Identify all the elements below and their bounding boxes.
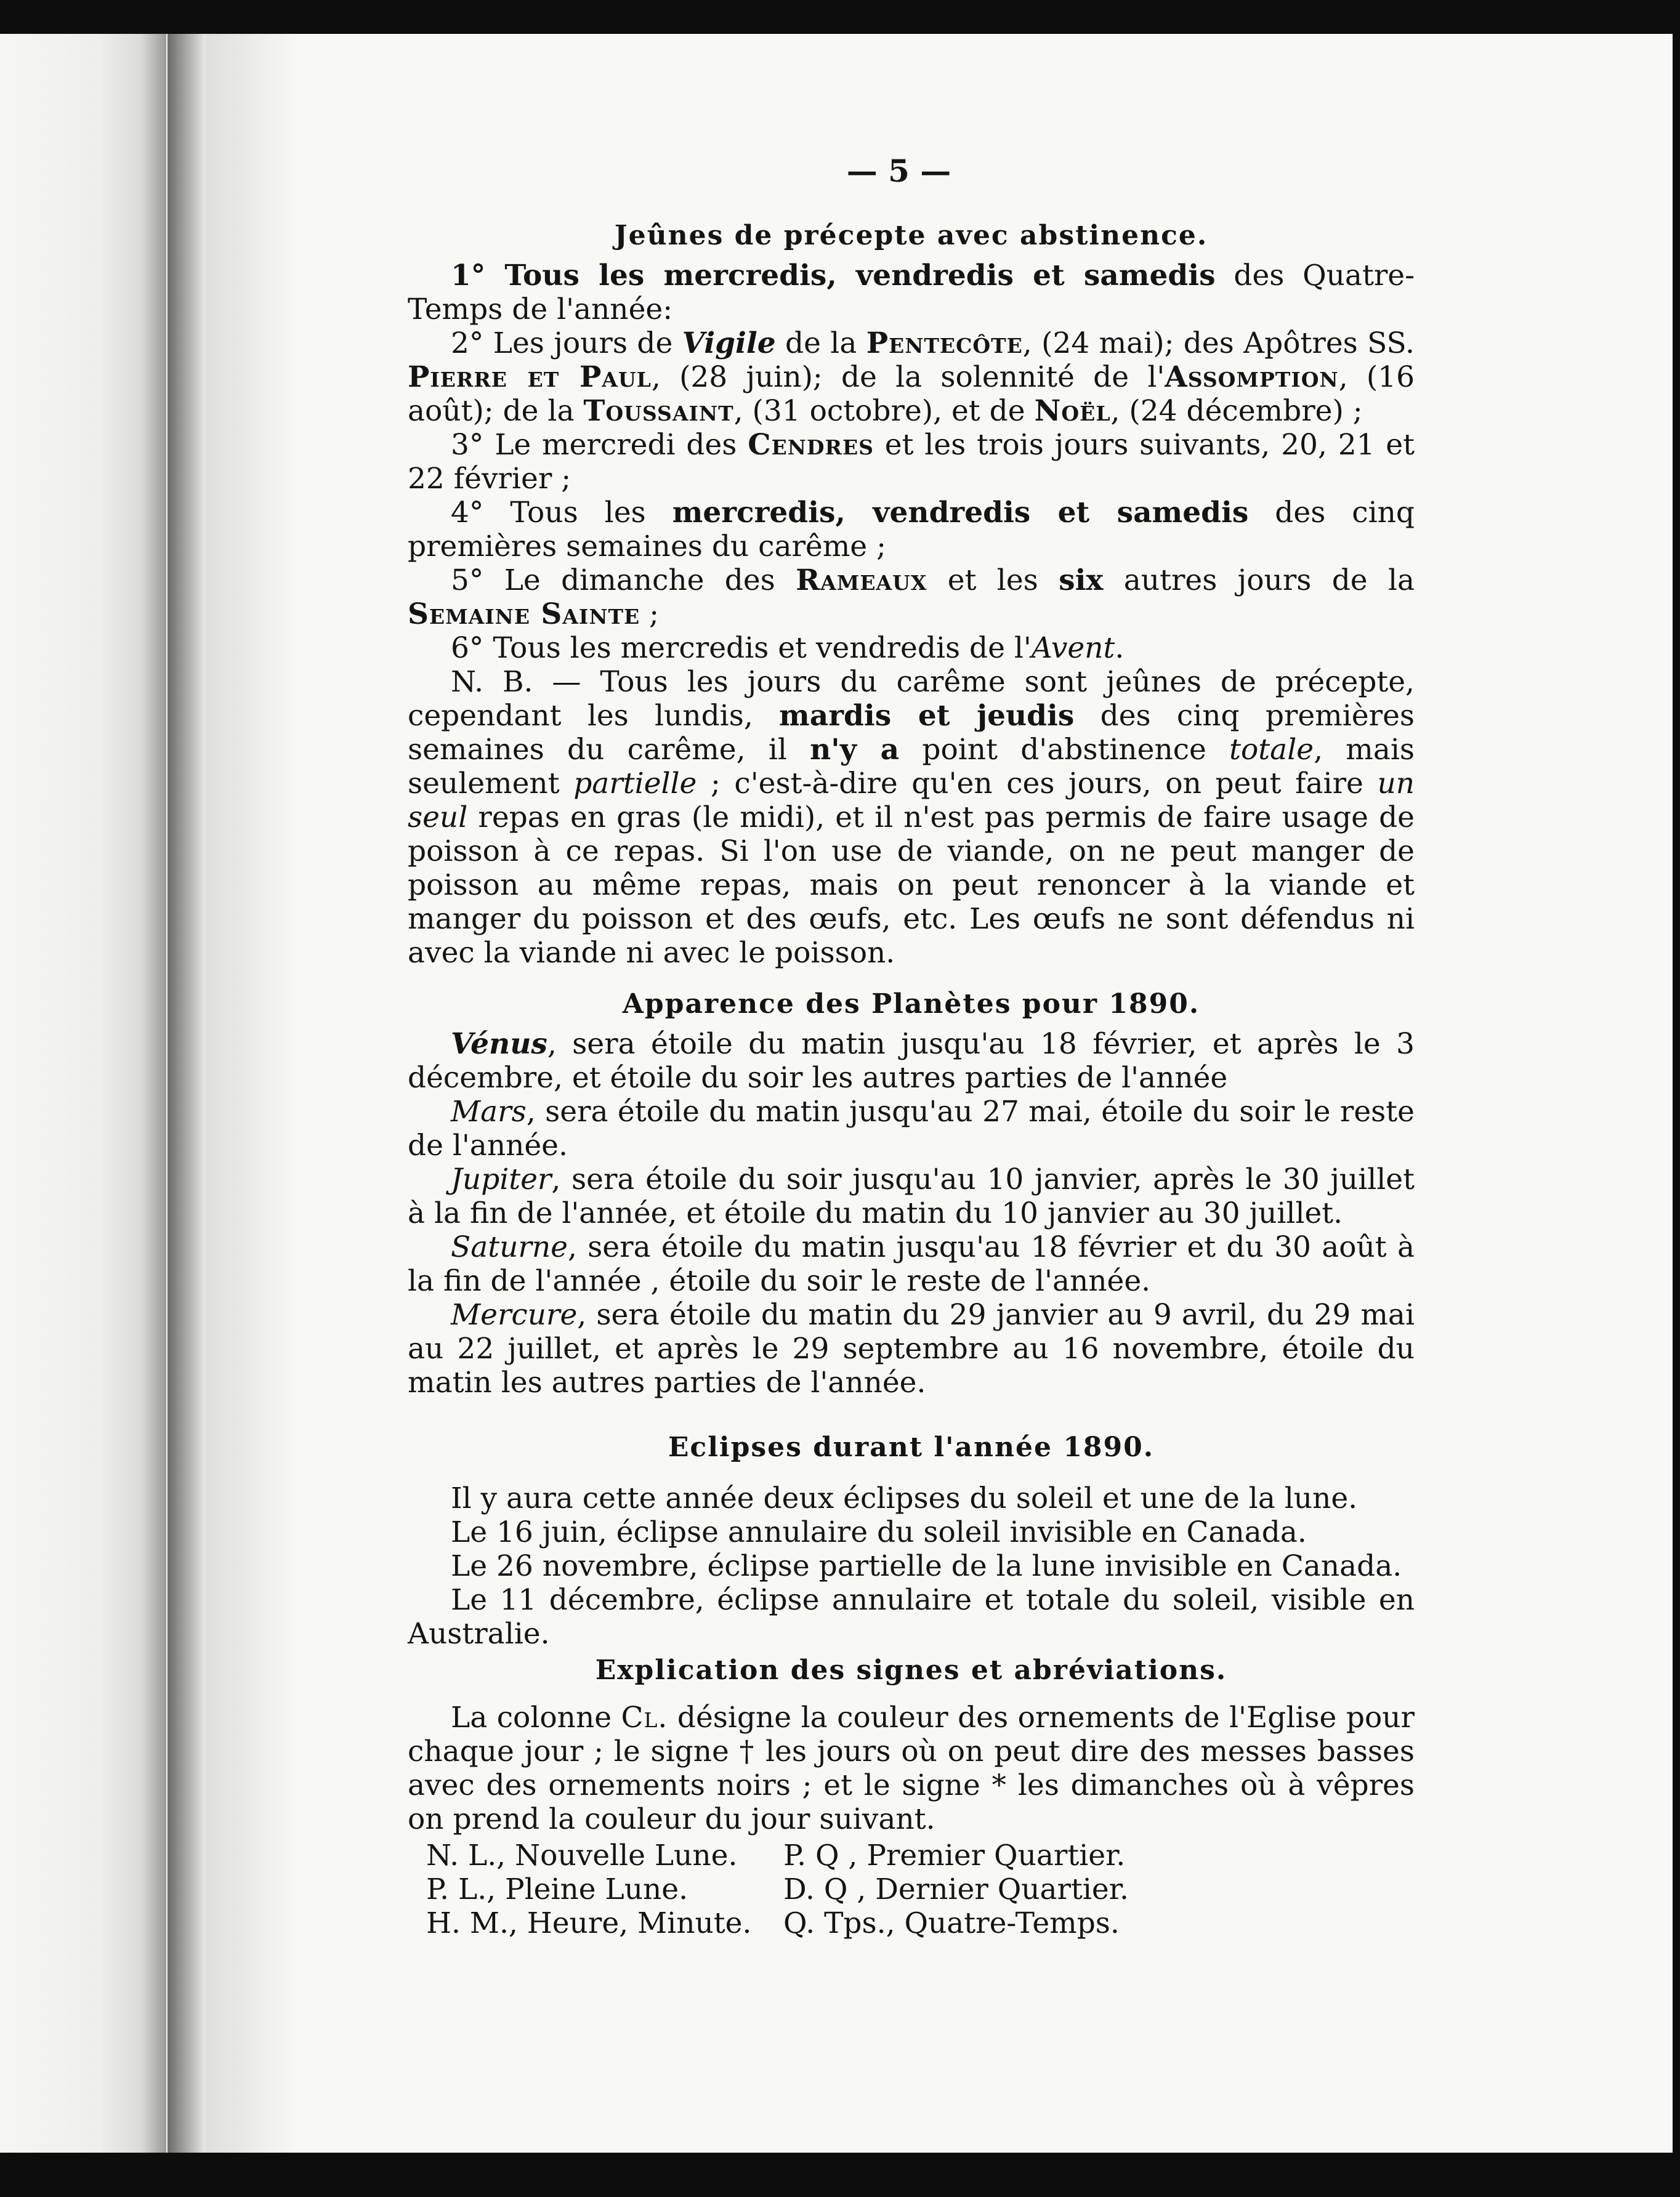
abbreviation-row bbox=[426, 1872, 1415, 1906]
page-number: — 5 — bbox=[846, 153, 951, 189]
left-page-edge bbox=[0, 34, 166, 2153]
planet-mars: Mars, sera étoile du matin jusqu'au 27 mai, étoile du soir le reste de l'année. bbox=[408, 1095, 1415, 1163]
abbreviation-pq: P. Q , Premier Quartier. bbox=[783, 1839, 1126, 1872]
planet-jupiter: Jupiter, sera étoile du soir jusqu'au 10 janvier, après le 30 juillet à la fin de l'année, et étoile du matin du 10 janvier au 30 juillet. bbox=[408, 1163, 1415, 1230]
fasting-item-5: 5° Le dimanche des Rameaux et les six autres jours de la Semaine Sainte ; bbox=[408, 563, 1415, 631]
abbreviation-hm: H. M., Heure, Minute. bbox=[426, 1906, 752, 1940]
eclipse-line-3: Le 26 novembre, éclipse partielle de la lune invisible en Canada. bbox=[451, 1549, 1402, 1583]
planet-venus: Vénus, sera étoile du matin jusqu'au 18 février, et après le 3 décembre, et étoile du soir les autres parties de l'année bbox=[408, 1027, 1415, 1095]
abbreviation-row bbox=[426, 1906, 1415, 1940]
abbreviation-dq: D. Q , Dernier Quartier. bbox=[783, 1872, 1129, 1906]
heading-eclipses: Eclipses durant l'année 1890. bbox=[668, 1432, 1155, 1463]
fasting-item-1: 1° Tous les mercredis, vendredis et samedis des Quatre-Temps de l'année: bbox=[408, 259, 1415, 326]
explanation-paragraph: La colonne Cl. désigne la couleur des ornements de l'Eglise pour chaque jour ; le signe † les jours où on peut dire des messes basses avec des ornements noirs ; et le signe * les dimanches où à vêpres on prend la couleur du jour suivant. bbox=[408, 1701, 1415, 1836]
abbreviation-nl: N. L., Nouvelle Lune. bbox=[426, 1839, 738, 1872]
eclipse-line-2: Le 16 juin, éclipse annulaire du soleil invisible en Canada. bbox=[451, 1515, 1307, 1549]
fasting-item-6: 6° Tous les mercredis et vendredis de l'Avent. bbox=[451, 631, 1125, 665]
planet-saturne: Saturne, sera étoile du matin jusqu'au 18 février et du 30 août à la fin de l'année , étoile du soir le reste de l'année. bbox=[408, 1230, 1415, 1298]
abbreviation-row bbox=[426, 1839, 1415, 1872]
heading-planets: Apparence des Planètes pour 1890. bbox=[622, 988, 1200, 1020]
heading-fasting: Jeûnes de précepte avec abstinence. bbox=[614, 220, 1208, 251]
fasting-nb: N. B. — Tous les jours du carême sont jeûnes de précepte, cependant les lundis, mardis et jeudis des cinq premières semaines du carême, il n'y a point d'abstinence totale, mais seulement partielle ; c'est-à-dire qu'en ces jours, on peut faire un seul repas en gras (le midi), et il n'est pas permis de faire usage de poisson à ce repas. Si l'on use de viande, on ne peut manger de poisson au même repas, mais on peut renoncer à la viande et manger du poisson et des œufs, etc. Les œufs ne sont défendus ni avec la viande ni avec le poisson. bbox=[408, 665, 1415, 970]
eclipse-line-4: Le 11 décembre, éclipse annulaire et totale du soleil, visible en Australie. bbox=[408, 1583, 1415, 1651]
book-spine-shadow bbox=[168, 34, 206, 2153]
page-gutter-shade bbox=[206, 34, 298, 2153]
text-block bbox=[408, 154, 1415, 1940]
abbreviation-qtps: Q. Tps., Quatre-Temps. bbox=[783, 1906, 1120, 1940]
planet-mercure: Mercure, sera étoile du matin du 29 janvier au 9 avril, du 29 mai au 22 juillet, et après le 29 septembre au 16 novembre, étoile du matin les autres parties de l'année. bbox=[408, 1298, 1415, 1400]
abbreviation-pl: P. L., Pleine Lune. bbox=[426, 1872, 689, 1906]
fasting-item-2: 2° Les jours de Vigile de la Pentecôte, (24 mai); des Apôtres SS. Pierre et Paul, (28 juin); de la solennité de l'Assomption, (16 août); de la Toussaint, (31 octobre), et de Noël, (24 décembre) ; bbox=[408, 326, 1415, 428]
abbreviation-list bbox=[426, 1839, 1415, 1940]
eclipse-line-1: Il y aura cette année deux éclipses du soleil et une de la lune. bbox=[451, 1481, 1358, 1515]
fasting-item-3: 3° Le mercredi des Cendres et les trois jours suivants, 20, 21 et 22 février ; bbox=[408, 428, 1415, 496]
heading-explanation: Explication des signes et abréviations. bbox=[595, 1655, 1227, 1686]
fasting-item-4: 4° Tous les mercredis, vendredis et samedis des cinq premières semaines du carême ; bbox=[408, 496, 1415, 563]
